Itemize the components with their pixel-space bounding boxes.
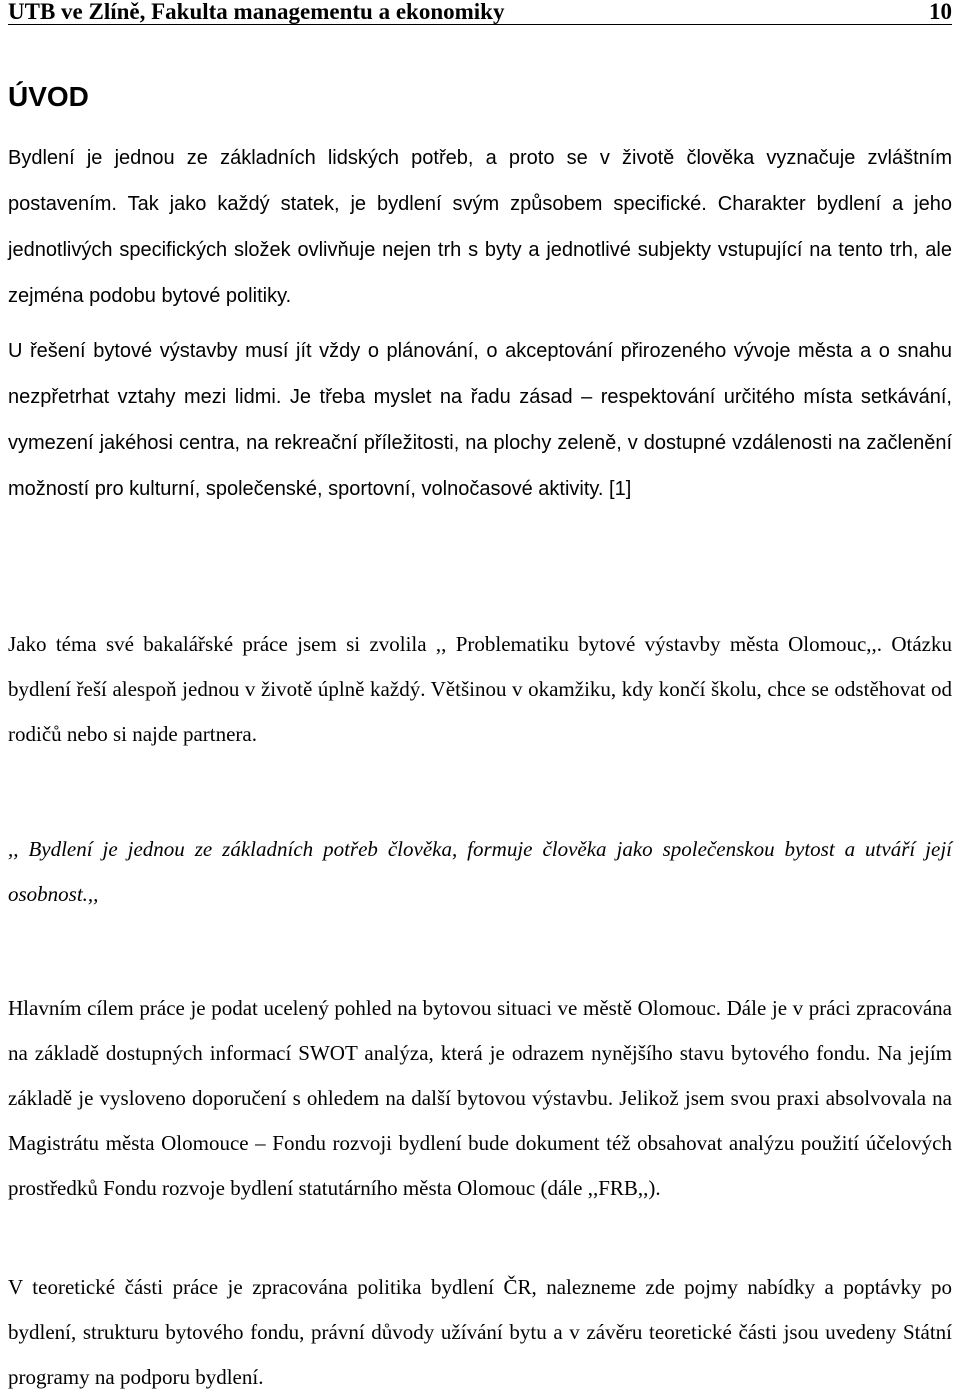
quote-paragraph: ,, Bydlení je jednou ze základních potřeb člověka, formuje člověka jako společenskou bytost a utváří její osobnost.,, — [8, 837, 952, 906]
page-header — [8, 0, 952, 25]
paragraph-theory: V teoretické části práce je zpracována politika bydlení ČR, nalezneme zde pojmy nabídky a poptávky po bydlení, strukturu bytového fondu, právní důvody užívání bytu a v závěru teoretické části jsou uvedeny Státní programy na podporu bydlení. — [8, 1275, 952, 1389]
paragraph-topic: Jako téma své bakalářské práce jsem si zvolila ,, Problematiku bytové výstavby města Olomouc,,. Otázku bydlení řeší alespoň jednou v životě úplně každý. Většinou v okamžiku, kdy končí školu, chce se odstěhovat od rodičů nebo si najde partnera. — [8, 632, 952, 746]
paragraph-planning: U řešení bytové výstavby musí jít vždy o plánování, o akceptování přirozeného vývoje města a o snahu nezpřetrhat vztahy mezi lidmi. Je třeba myslet na řadu zásad – respektování určitého místa setkávání, vymezení jakéhosi centra, na rekreační příležitosti, na plochy zeleně, v dostupné vzdálenosti na začlenění možností pro kulturní, společenské, sportovní, volnočasové aktivity. [1] — [8, 340, 952, 500]
header-school-name: UTB ve Zlíně, Fakulta managementu a ekonomiky — [8, 0, 505, 24]
section-heading: ÚVOD — [8, 81, 89, 112]
header-page-number: 10 — [929, 0, 952, 24]
paragraph-goal: Hlavním cílem práce je podat ucelený pohled na bytovou situaci ve městě Olomouc. Dále je v práci zpracována na základě dostupných informací SWOT analýza, která je odrazem nynějšího stavu bytového fondu. Na jejím základě je vysloveno doporučení s ohledem na další bytovou výstavbu. Jelikož jsem svou praxi absolvovala na Magistrátu města Olomouce – Fondu rozvoji bydlení bude dokument též obsahovat analýzu použití účelových prostředků Fondu rozvoje bydlení statutárního města Olomouc (dále ,,FRB,,). — [8, 996, 952, 1200]
paragraph-intro: Bydlení je jednou ze základních lidských potřeb, a proto se v životě člověka vyznačuje zvláštním postavením. Tak jako každý statek, je bydlení svým způsobem specifické. Charakter bydlení a jeho jednotlivých specifických složek ovlivňuje nejen trh s byty a jednotlivé subjekty vstupující na tento trh, ale zejména podobu bytové politiky. — [8, 147, 952, 307]
